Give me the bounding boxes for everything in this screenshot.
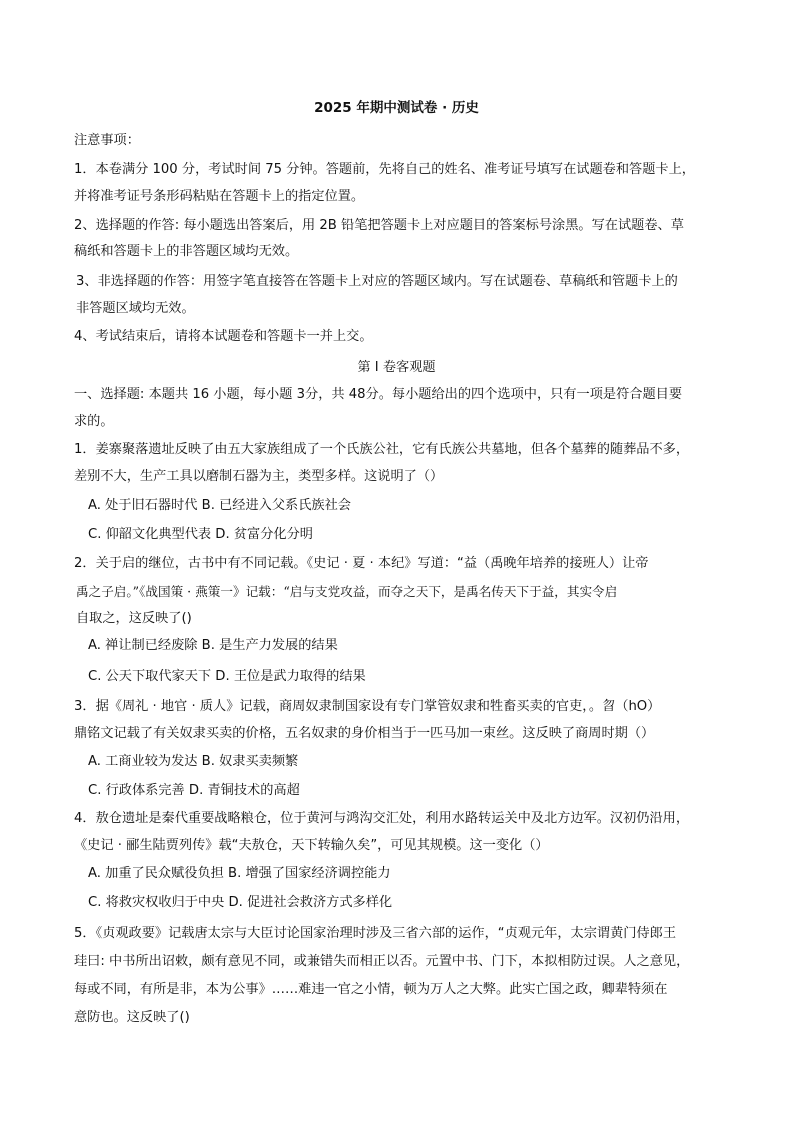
question-3-stem: 3．据《周礼 · 地官 · 质人》记载，商周奴隶制国家设有专门掌管奴隶和牲畜买卖的官吏，。曶（hO） (74, 699, 661, 714)
question-3-options-cd: C. 行政体系完善 D. 青铜技术的高超 (88, 783, 300, 798)
question-3-options-ab: A. 工商业较为发达 B. 奴隶买卖频繁 (88, 754, 299, 769)
notice-line: 非答题区域均无效。 (76, 301, 195, 316)
section-instructions: 一、选择题: 本题共 16 小题，每小题 3分，共 48分。每小题给出的四个选项中，只有一项是符合题目要 (74, 387, 683, 402)
question-2-stem: 2．关于启的继位，古书中有不同记载。《史记 · 夏 · 本纪》写道：“益（禹晚年培养的接班人）让帝 (74, 556, 649, 571)
notice-heading: 注意事项： (74, 133, 140, 148)
question-5-stem: 意防也。这反映了() (74, 1010, 190, 1025)
question-2-stem: 自取之，这反映了() (76, 611, 192, 626)
exam-title: 2025 年期中测试卷 · 历史 (314, 100, 479, 116)
notice-line: 1．本卷满分 100 分，考试时间 75 分钟。答题前，先将自己的姓名、准考证号填写在试题卷和答题卡上， (74, 162, 695, 177)
question-2-options-ab: A. 禅让制已经废除 B. 是生产力发展的结果 (88, 638, 338, 653)
question-4-stem: 《史记 · 郦生陆贾列传》载“夫敖仓，天下转输久矣”，可见其规模。这一变化（） (74, 838, 549, 853)
section-instructions: 求的。 (74, 414, 114, 429)
question-2-options-cd: C. 公天下取代家天下 D. 王位是武力取得的结果 (88, 669, 366, 684)
question-1-options-cd: C. 仰韶文化典型代表 D. 贫富分化分明 (88, 527, 313, 542)
notice-line: 稿纸和答题卡上的非答题区域均无效。 (74, 244, 299, 259)
question-4-stem: 4．敖仓遗址是秦代重要战略粮仓，位于黄河与鸿沟交汇处，利用水路转运关中及北方边军。汉初仍沿用， (74, 811, 690, 826)
question-4-options-ab: A. 加重了民众赋役负担 B. 增强了国家经济调控能力 (88, 866, 391, 881)
notice-line: 4、考试结束后，请将本试题卷和答题卡一并上交。 (74, 329, 373, 344)
question-5-stem: 珪曰: 中书所出诏敕，颇有意见不同，或兼错失而相正以否。元置中书、门下，本拟相防过误。人之意见， (74, 954, 690, 969)
question-4-options-cd: C. 将救灾权收归于中央 D. 促进社会救济方式多样化 (88, 895, 393, 910)
question-5-stem: 5．《贞观政要》记载唐太宗与大臣讨论国家治理时涉及三省六部的运作，“贞观元年，太宗谓黄门侍郎王 (74, 926, 677, 941)
notice-line: 并将准考证号条形码粘贴在答题卡上的指定位置。 (74, 189, 365, 204)
question-1-stem: 差别不大，生产工具以磨制石器为主，类型多样。这说明了（） (74, 469, 444, 484)
question-1-stem: 1．姜寨聚落遗址反映了由五大家族组成了一个氏族公社，它有氏族公共墓地，但各个墓葬的随葬品不多， (74, 442, 690, 457)
question-5-stem: 每或不同，有所是非，本为公事》……难违一官之小情，顿为万人之大弊。此实亡国之政，卿辈特须在 (74, 982, 668, 997)
question-3-stem: 鼎铭文记载了有关奴隶买卖的价格，五名奴隶的身价相当于一匹马加一束丝。这反映了商周时期（） (74, 726, 655, 741)
question-1-options-ab: A. 处于旧石器时代 B. 已经进入父系氏族社会 (88, 498, 351, 513)
section-title: 第 I 卷客观题 (357, 360, 436, 375)
question-2-stem: 禹之子启。”《战国策 · 燕策一》记载：“启与支党攻益，而夺之天下，是禹名传天下于益，其实令启 (76, 584, 618, 599)
notice-line: 2、选择题的作答: 每小题选出答案后，用 2B 铅笔把答题卡上对应题目的答案标号涂黑。写在试题卷、草 (74, 218, 684, 233)
notice-line: 3、非选择题的作答：用签字笔直接答在答题卡上对应的答题区域内。写在试题卷、草稿纸和管题卡上的 (76, 274, 678, 289)
